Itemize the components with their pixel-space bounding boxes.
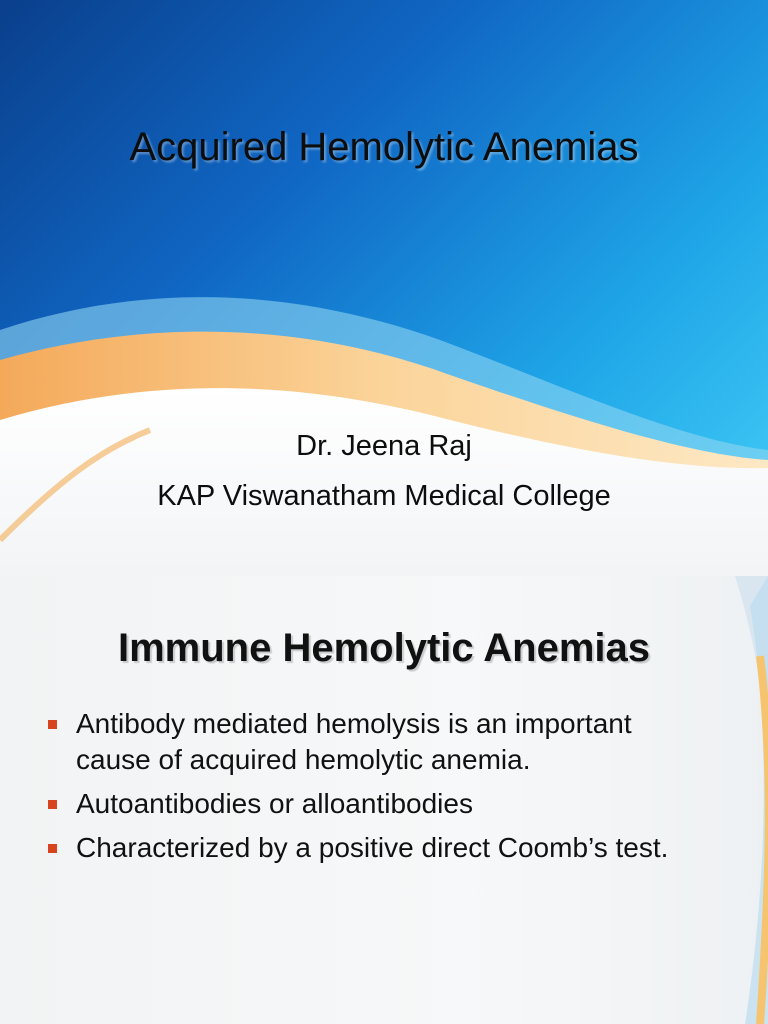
square-bullet-icon (48, 800, 57, 809)
bullet-list (46, 706, 726, 874)
bullet-text: Antibody mediated hemolysis is an important (76, 708, 632, 739)
list-item (46, 706, 726, 778)
bullet-text-continued: cause of acquired hemolytic anemia. (76, 744, 531, 775)
slide-title: Immune Hemolytic Anemias (117, 626, 650, 670)
list-item (46, 786, 726, 822)
presentation-title: Acquired Hemolytic Anemias (129, 125, 639, 169)
institution-name: KAP Viswanatham Medical College (157, 480, 611, 512)
bullet-text: Autoantibodies or alloantibodies (76, 788, 473, 819)
bullet-text: Characterized by a positive direct Coomb’s test. (76, 832, 669, 863)
content-slide (0, 576, 768, 1024)
square-bullet-icon (48, 844, 57, 853)
list-item (46, 830, 726, 866)
square-bullet-icon (48, 720, 57, 729)
author-name: Dr. Jeena Raj (296, 430, 472, 462)
